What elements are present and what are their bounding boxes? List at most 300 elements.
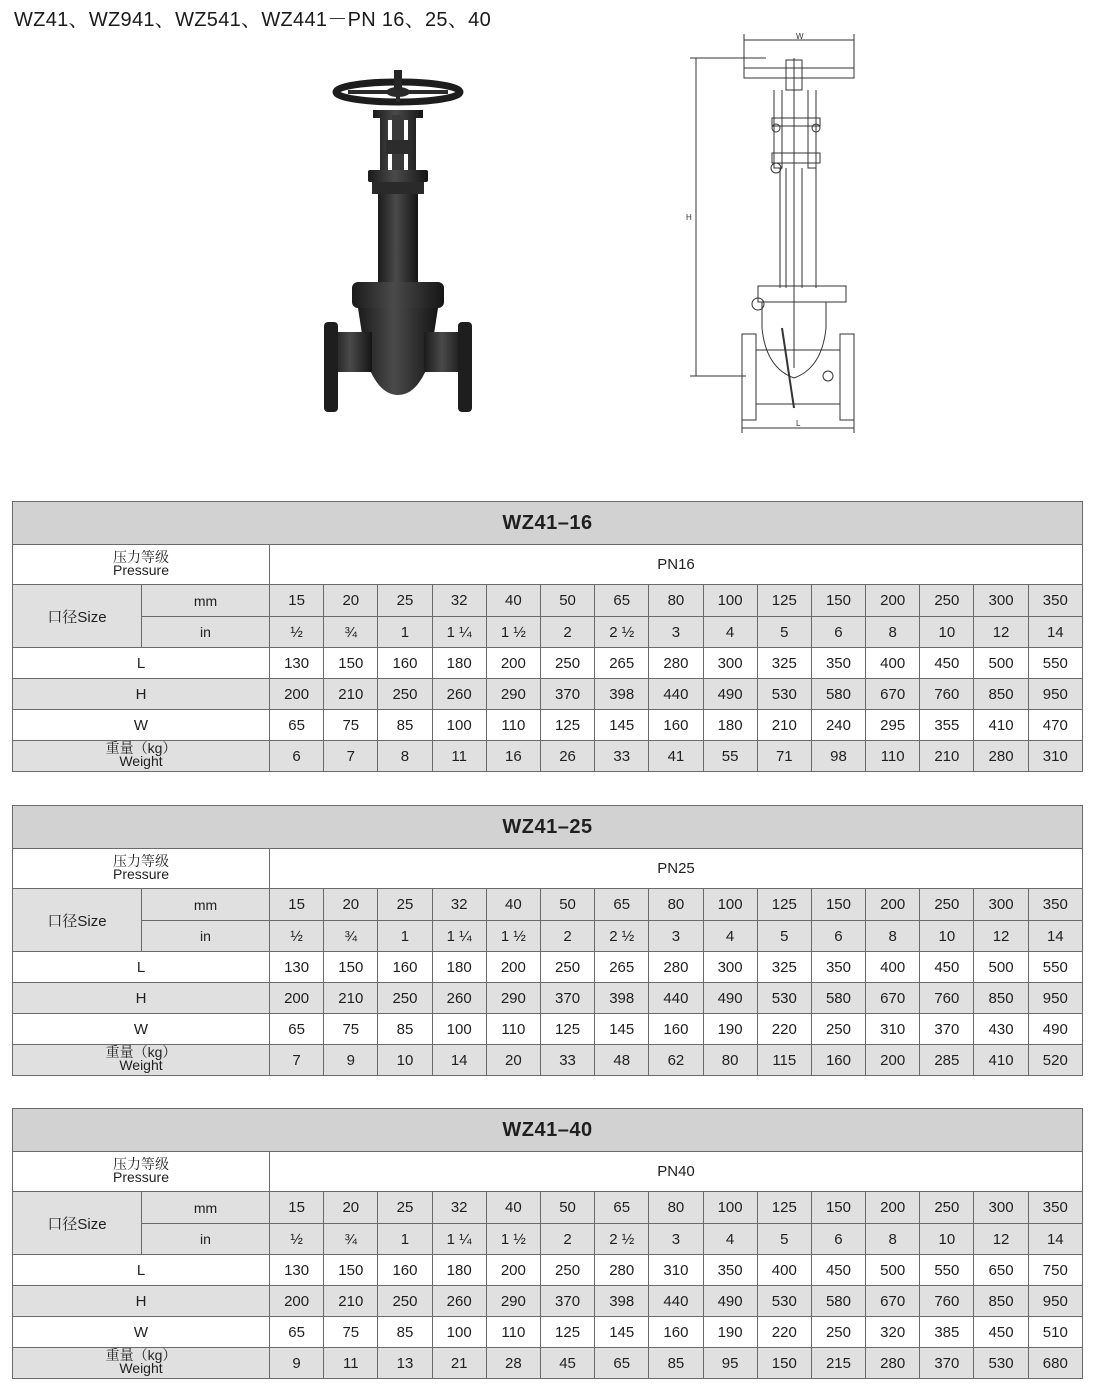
row-label-w: W [13,1317,270,1348]
l-cell: 325 [757,952,811,983]
w-cell: 295 [866,710,920,741]
weight-cell: 8 [378,741,432,772]
weight-cell: 20 [486,1045,540,1076]
dim-h-label: H [686,213,692,222]
h-cell: 370 [540,679,594,710]
size-in-cell: 12 [974,921,1028,952]
weight-cell: 10 [378,1045,432,1076]
pressure-label: 压力等级 Pressure [13,849,270,889]
weight-cell: 530 [974,1348,1028,1379]
w-cell: 75 [324,1014,378,1045]
size-mm-cell: 200 [866,889,920,921]
weight-cell: 410 [974,1045,1028,1076]
l-cell: 650 [974,1255,1028,1286]
size-in-cell: 14 [1028,617,1082,648]
spec-table-pn16 [12,501,1083,772]
size-mm-cell: 80 [649,889,703,921]
w-cell: 125 [540,1317,594,1348]
size-mm-cell: 100 [703,889,757,921]
weight-cell: 28 [486,1348,540,1379]
unit-in: in [142,1224,270,1255]
l-cell: 280 [595,1255,649,1286]
size-in-cell: 1 ¼ [432,617,486,648]
size-in-cell: 10 [920,617,974,648]
size-in-cell: 12 [974,617,1028,648]
size-mm-cell: 25 [378,1192,432,1224]
l-cell: 180 [432,1255,486,1286]
h-cell: 670 [866,983,920,1014]
h-cell: 370 [540,1286,594,1317]
size-in-cell: 3 [649,1224,703,1255]
size-mm-cell: 65 [595,585,649,617]
spec-table-pn40 [12,1108,1083,1379]
row-label-l: L [13,648,270,679]
w-cell: 510 [1028,1317,1082,1348]
weight-cell: 680 [1028,1348,1082,1379]
size-mm-cell: 125 [757,889,811,921]
l-cell: 160 [378,1255,432,1286]
l-cell: 350 [811,952,865,983]
h-cell: 850 [974,1286,1028,1317]
w-cell: 240 [811,710,865,741]
l-cell: 350 [703,1255,757,1286]
size-in-cell: 1 [378,921,432,952]
weight-cell: 14 [432,1045,486,1076]
w-cell: 100 [432,1014,486,1045]
page-title: WZ41、WZ941、WZ541、WZ441－PN 16、25、40 [14,9,492,31]
size-in-cell: 1 ½ [486,1224,540,1255]
size-in-cell: 8 [866,921,920,952]
size-in-cell: 14 [1028,1224,1082,1255]
w-cell: 220 [757,1014,811,1045]
l-cell: 280 [649,952,703,983]
w-cell: 320 [866,1317,920,1348]
weight-cell: 33 [595,741,649,772]
unit-mm: mm [142,585,270,617]
h-cell: 290 [486,983,540,1014]
size-in-cell: 1 ¼ [432,921,486,952]
w-cell: 160 [649,710,703,741]
w-cell: 145 [595,1317,649,1348]
l-cell: 500 [866,1255,920,1286]
w-cell: 100 [432,710,486,741]
h-cell: 490 [703,983,757,1014]
row-label-h: H [13,983,270,1014]
size-in-cell: 2 ½ [595,617,649,648]
weight-cell: 65 [595,1348,649,1379]
size-mm-cell: 350 [1028,585,1082,617]
w-cell: 385 [920,1317,974,1348]
weight-cell: 215 [811,1348,865,1379]
h-cell: 210 [324,679,378,710]
size-in-cell: ½ [270,1224,324,1255]
l-cell: 550 [1028,952,1082,983]
l-cell: 250 [540,952,594,983]
size-in-cell: 4 [703,921,757,952]
size-in-cell: ½ [270,921,324,952]
w-cell: 220 [757,1317,811,1348]
size-in-cell: 2 ½ [595,921,649,952]
weight-cell: 11 [324,1348,378,1379]
w-cell: 145 [595,710,649,741]
l-cell: 400 [866,648,920,679]
w-cell: 180 [703,710,757,741]
weight-cell: 21 [432,1348,486,1379]
l-cell: 180 [432,648,486,679]
size-in-cell: 5 [757,1224,811,1255]
row-label-w: W [13,1014,270,1045]
size-mm-cell: 300 [974,1192,1028,1224]
size-mm-cell: 200 [866,1192,920,1224]
h-cell: 670 [866,679,920,710]
h-cell: 580 [811,1286,865,1317]
l-cell: 450 [920,952,974,983]
spec-table-pn25 [12,805,1083,1076]
size-label: 口径Size [13,585,142,648]
w-cell: 110 [486,1317,540,1348]
size-mm-cell: 40 [486,1192,540,1224]
w-cell: 450 [974,1317,1028,1348]
size-in-cell: 5 [757,617,811,648]
l-cell: 200 [486,952,540,983]
size-in-cell: ¾ [324,1224,378,1255]
l-cell: 160 [378,648,432,679]
table-title: WZ41–25 [13,806,1083,849]
w-cell: 100 [432,1317,486,1348]
size-mm-cell: 150 [811,585,865,617]
weight-label: 重量（kg） Weight [13,1348,270,1379]
size-mm-cell: 300 [974,585,1028,617]
h-cell: 370 [540,983,594,1014]
h-cell: 440 [649,983,703,1014]
l-cell: 750 [1028,1255,1082,1286]
size-in-cell: 4 [703,617,757,648]
size-in-cell: ¾ [324,617,378,648]
weight-cell: 200 [866,1045,920,1076]
l-cell: 300 [703,648,757,679]
size-mm-cell: 125 [757,1192,811,1224]
size-mm-cell: 250 [920,889,974,921]
weight-cell: 310 [1028,741,1082,772]
weight-cell: 98 [811,741,865,772]
size-mm-cell: 32 [432,889,486,921]
size-in-cell: 3 [649,617,703,648]
size-mm-cell: 150 [811,889,865,921]
l-cell: 200 [486,648,540,679]
size-label: 口径Size [13,889,142,952]
weight-cell: 210 [920,741,974,772]
w-cell: 370 [920,1014,974,1045]
h-cell: 250 [378,679,432,710]
size-mm-cell: 200 [866,585,920,617]
l-cell: 180 [432,952,486,983]
size-in-cell: 3 [649,921,703,952]
h-cell: 530 [757,983,811,1014]
w-cell: 310 [866,1014,920,1045]
h-cell: 950 [1028,983,1082,1014]
dim-w-label: W [796,32,804,41]
l-cell: 550 [1028,648,1082,679]
w-cell: 65 [270,1014,324,1045]
size-mm-cell: 80 [649,585,703,617]
weight-cell: 285 [920,1045,974,1076]
size-in-cell: 1 ½ [486,921,540,952]
size-label: 口径Size [13,1192,142,1255]
h-cell: 440 [649,1286,703,1317]
l-cell: 130 [270,648,324,679]
w-cell: 125 [540,710,594,741]
size-in-cell: 2 ½ [595,1224,649,1255]
size-mm-cell: 40 [486,585,540,617]
weight-cell: 80 [703,1045,757,1076]
size-mm-cell: 250 [920,585,974,617]
size-mm-cell: 350 [1028,889,1082,921]
size-in-cell: 1 [378,617,432,648]
pressure-value: PN16 [270,545,1083,585]
weight-cell: 9 [270,1348,324,1379]
w-cell: 410 [974,710,1028,741]
size-mm-cell: 32 [432,1192,486,1224]
size-mm-cell: 125 [757,585,811,617]
l-cell: 550 [920,1255,974,1286]
l-cell: 130 [270,1255,324,1286]
weight-cell: 9 [324,1045,378,1076]
size-in-cell: 1 ½ [486,617,540,648]
size-mm-cell: 20 [324,1192,378,1224]
l-cell: 250 [540,1255,594,1286]
h-cell: 260 [432,679,486,710]
gate-valve-photo [318,70,478,420]
h-cell: 290 [486,679,540,710]
l-cell: 400 [757,1255,811,1286]
h-cell: 200 [270,1286,324,1317]
w-cell: 250 [811,1014,865,1045]
size-in-cell: 1 [378,1224,432,1255]
weight-cell: 55 [703,741,757,772]
l-cell: 130 [270,952,324,983]
pressure-value: PN40 [270,1152,1083,1192]
weight-cell: 26 [540,741,594,772]
l-cell: 500 [974,648,1028,679]
weight-cell: 71 [757,741,811,772]
size-mm-cell: 150 [811,1192,865,1224]
w-cell: 85 [378,1317,432,1348]
weight-cell: 41 [649,741,703,772]
size-mm-cell: 32 [432,585,486,617]
h-cell: 490 [703,1286,757,1317]
size-in-cell: 8 [866,1224,920,1255]
l-cell: 325 [757,648,811,679]
size-in-cell: 4 [703,1224,757,1255]
weight-label: 重量（kg） Weight [13,1045,270,1076]
size-mm-cell: 50 [540,1192,594,1224]
h-cell: 850 [974,679,1028,710]
size-mm-cell: 50 [540,889,594,921]
weight-cell: 370 [920,1348,974,1379]
size-mm-cell: 100 [703,1192,757,1224]
l-cell: 310 [649,1255,703,1286]
l-cell: 265 [595,648,649,679]
h-cell: 440 [649,679,703,710]
size-in-cell: 2 [540,1224,594,1255]
gate-valve-drawing [676,28,866,438]
row-label-l: L [13,1255,270,1286]
weight-cell: 16 [486,741,540,772]
h-cell: 760 [920,1286,974,1317]
h-cell: 580 [811,679,865,710]
size-in-cell: 2 [540,921,594,952]
size-mm-cell: 50 [540,585,594,617]
weight-cell: 45 [540,1348,594,1379]
h-cell: 200 [270,983,324,1014]
size-mm-cell: 65 [595,1192,649,1224]
l-cell: 350 [811,648,865,679]
w-cell: 470 [1028,710,1082,741]
size-in-cell: 6 [811,921,865,952]
size-mm-cell: 250 [920,1192,974,1224]
w-cell: 110 [486,710,540,741]
unit-in: in [142,617,270,648]
size-in-cell: 2 [540,617,594,648]
h-cell: 950 [1028,679,1082,710]
h-cell: 250 [378,983,432,1014]
size-in-cell: 6 [811,617,865,648]
unit-in: in [142,921,270,952]
l-cell: 450 [811,1255,865,1286]
h-cell: 530 [757,1286,811,1317]
w-cell: 160 [649,1317,703,1348]
h-cell: 530 [757,679,811,710]
h-cell: 670 [866,1286,920,1317]
weight-cell: 280 [974,741,1028,772]
pressure-value: PN25 [270,849,1083,889]
w-cell: 145 [595,1014,649,1045]
w-cell: 110 [486,1014,540,1045]
dim-l-label: L [796,419,801,428]
size-mm-cell: 300 [974,889,1028,921]
h-cell: 250 [378,1286,432,1317]
l-cell: 280 [649,648,703,679]
size-mm-cell: 65 [595,889,649,921]
weight-cell: 85 [649,1348,703,1379]
w-cell: 210 [757,710,811,741]
w-cell: 85 [378,710,432,741]
h-cell: 580 [811,983,865,1014]
size-in-cell: 5 [757,921,811,952]
weight-cell: 150 [757,1348,811,1379]
size-mm-cell: 20 [324,585,378,617]
weight-cell: 520 [1028,1045,1082,1076]
l-cell: 500 [974,952,1028,983]
size-mm-cell: 20 [324,889,378,921]
w-cell: 430 [974,1014,1028,1045]
size-mm-cell: 25 [378,889,432,921]
size-in-cell: 10 [920,1224,974,1255]
size-in-cell: 14 [1028,921,1082,952]
h-cell: 210 [324,983,378,1014]
size-in-cell: 10 [920,921,974,952]
row-label-l: L [13,952,270,983]
h-cell: 210 [324,1286,378,1317]
w-cell: 490 [1028,1014,1082,1045]
l-cell: 400 [866,952,920,983]
h-cell: 760 [920,679,974,710]
unit-mm: mm [142,889,270,921]
size-mm-cell: 80 [649,1192,703,1224]
pressure-label: 压力等级 Pressure [13,1152,270,1192]
size-mm-cell: 15 [270,889,324,921]
size-in-cell: 1 ¼ [432,1224,486,1255]
l-cell: 150 [324,1255,378,1286]
h-cell: 398 [595,1286,649,1317]
weight-cell: 11 [432,741,486,772]
weight-cell: 95 [703,1348,757,1379]
weight-cell: 115 [757,1045,811,1076]
size-mm-cell: 15 [270,585,324,617]
size-mm-cell: 40 [486,889,540,921]
h-cell: 200 [270,679,324,710]
weight-cell: 280 [866,1348,920,1379]
w-cell: 190 [703,1317,757,1348]
weight-cell: 6 [270,741,324,772]
w-cell: 160 [649,1014,703,1045]
table-title: WZ41–40 [13,1109,1083,1152]
w-cell: 75 [324,710,378,741]
w-cell: 125 [540,1014,594,1045]
h-cell: 760 [920,983,974,1014]
size-mm-cell: 350 [1028,1192,1082,1224]
l-cell: 200 [486,1255,540,1286]
h-cell: 260 [432,1286,486,1317]
row-label-h: H [13,1286,270,1317]
weight-cell: 110 [866,741,920,772]
w-cell: 355 [920,710,974,741]
h-cell: 950 [1028,1286,1082,1317]
h-cell: 260 [432,983,486,1014]
size-mm-cell: 15 [270,1192,324,1224]
l-cell: 150 [324,952,378,983]
l-cell: 150 [324,648,378,679]
l-cell: 250 [540,648,594,679]
h-cell: 398 [595,983,649,1014]
h-cell: 398 [595,679,649,710]
w-cell: 85 [378,1014,432,1045]
size-in-cell: 12 [974,1224,1028,1255]
h-cell: 490 [703,679,757,710]
row-label-w: W [13,710,270,741]
weight-cell: 13 [378,1348,432,1379]
unit-mm: mm [142,1192,270,1224]
size-in-cell: ¾ [324,921,378,952]
size-mm-cell: 100 [703,585,757,617]
l-cell: 300 [703,952,757,983]
l-cell: 265 [595,952,649,983]
l-cell: 450 [920,648,974,679]
w-cell: 190 [703,1014,757,1045]
w-cell: 65 [270,710,324,741]
h-cell: 290 [486,1286,540,1317]
size-in-cell: ½ [270,617,324,648]
w-cell: 75 [324,1317,378,1348]
table-title: WZ41–16 [13,502,1083,545]
weight-cell: 62 [649,1045,703,1076]
weight-cell: 7 [270,1045,324,1076]
weight-cell: 33 [540,1045,594,1076]
h-cell: 850 [974,983,1028,1014]
row-label-h: H [13,679,270,710]
l-cell: 160 [378,952,432,983]
size-in-cell: 6 [811,1224,865,1255]
